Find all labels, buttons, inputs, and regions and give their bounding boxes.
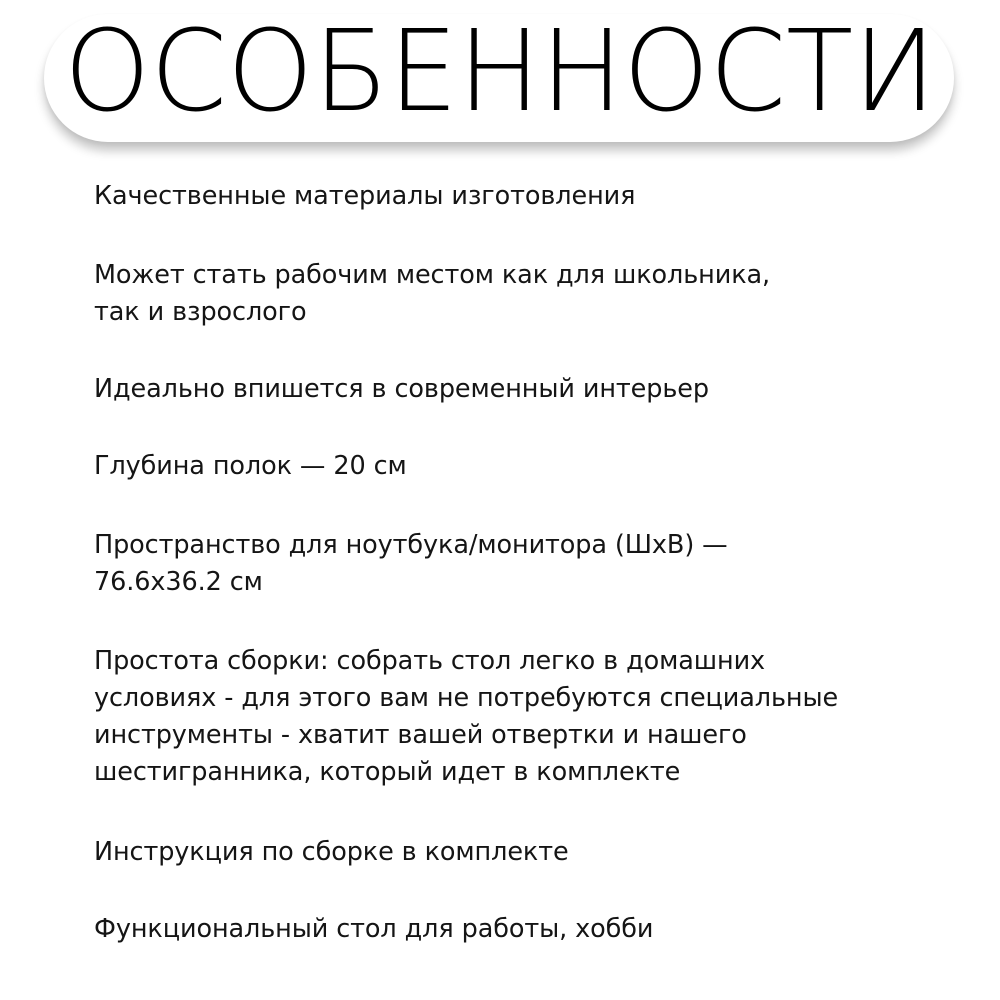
feature-item	[94, 257, 770, 331]
feature-line: Идеально впишется в современный интерьер	[94, 374, 709, 404]
feature-line: Может стать рабочим местом как для школьника,	[94, 260, 771, 290]
feature-line: так и взрослого	[94, 297, 307, 327]
feature-line: Глубина полок — 20 см	[94, 451, 407, 481]
page-title: ОСОБЕННОСТИ	[63, 7, 937, 137]
feature-line: Пространство для ноутбука/монитора (ШхВ) —	[94, 530, 728, 560]
feature-item	[94, 448, 407, 485]
feature-item	[94, 178, 635, 215]
feature-item	[94, 911, 653, 948]
feature-line: условиях - для этого вам не потребуются специальные	[94, 683, 839, 713]
feature-line: 76.6x36.2 см	[94, 567, 263, 597]
feature-line: инструменты - хватит вашей отвертки и нашего	[94, 720, 747, 750]
feature-item	[94, 371, 709, 408]
feature-line: Инструкция по сборке в комплекте	[94, 837, 569, 867]
feature-line: Качественные материалы изготовления	[94, 181, 636, 211]
feature-item	[94, 643, 838, 791]
feature-line: Простота сборки: собрать стол легко в домашних	[94, 646, 766, 676]
feature-item	[94, 834, 569, 871]
feature-item	[94, 527, 728, 601]
feature-line: Функциональный стол для работы, хобби	[94, 914, 654, 944]
feature-line: шестигранника, который идет в комплекте	[94, 757, 681, 787]
